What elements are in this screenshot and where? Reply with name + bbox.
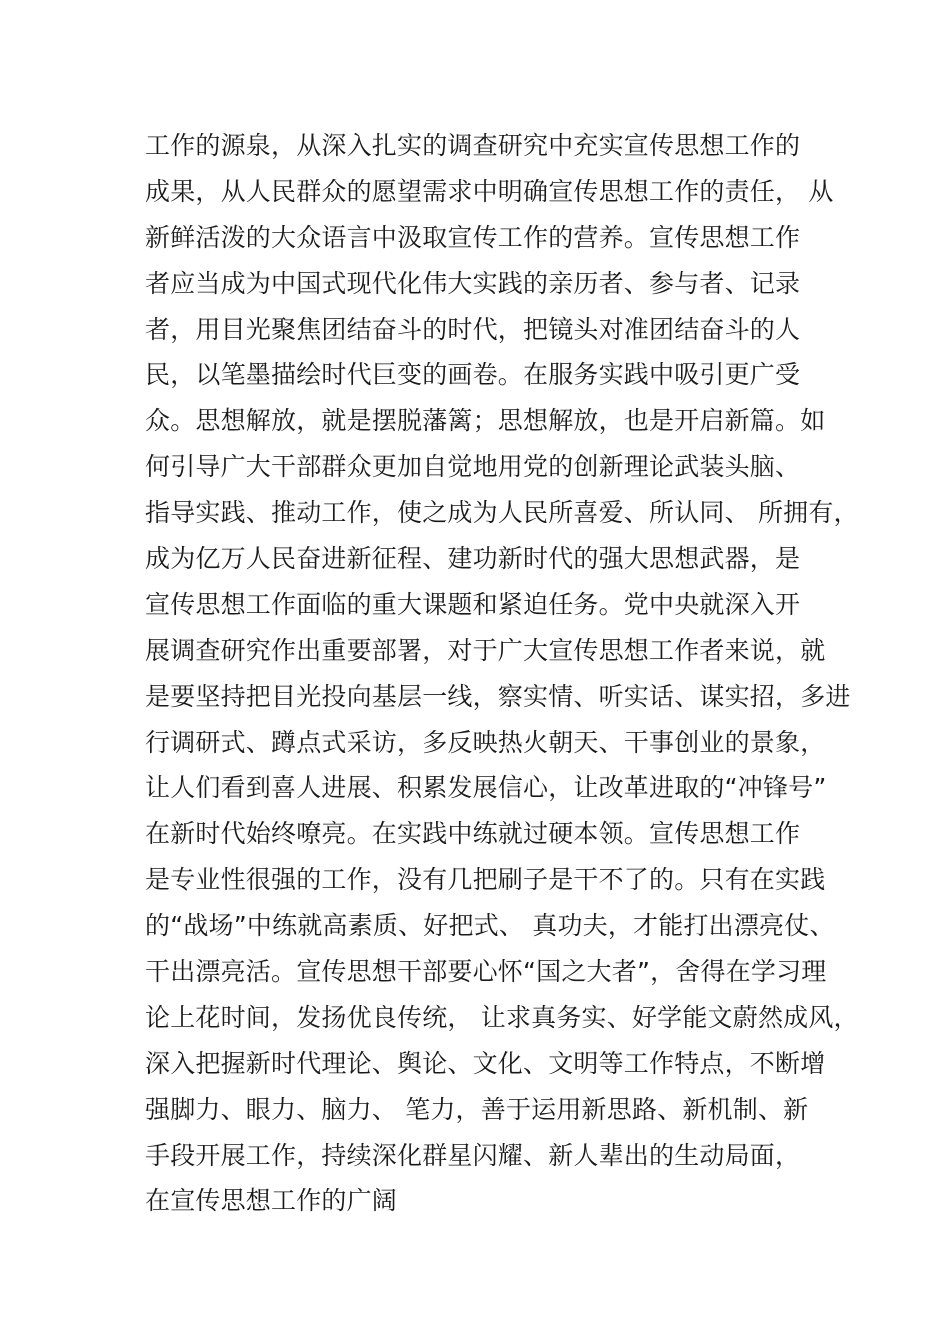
text-line: 宣传思想工作面临的重大课题和紧迫任务。党中央就深入开 <box>145 589 801 619</box>
text-line: 的“战场”中练就高素质、好把式、 真功夫，才能打出漂亮仗、 <box>145 911 835 941</box>
text-line: 深入把握新时代理论、舆论、文化、文明等工作特点，不断增 <box>145 1048 826 1078</box>
text-line: 民，以笔墨描绘时代巨变的画卷。在服务实践中吸引更广受 <box>145 360 801 390</box>
text-line: 指导实践、推动工作，使之成为人民所喜爱、所认同、 所拥有， <box>145 498 859 528</box>
body-text <box>145 123 859 1224</box>
text-line: 在新时代始终嘹亮。在实践中练就过硬本领。宣传思想工作 <box>145 819 801 849</box>
text-line: 新鲜活泼的大众语言中汲取宣传工作的营养。宣传思想工作 <box>145 222 801 252</box>
text-line: 展调查研究作出重要部署，对于广大宣传思想工作者来说，就 <box>145 635 826 665</box>
text-line: 在宣传思想工作的广阔 <box>145 1186 398 1216</box>
text-line: 是要坚持把目光投向基层一线，察实情、听实话、谋实招，多进 <box>145 681 851 711</box>
text-line: 众。思想解放，就是摆脱藩篱；思想解放，也是开启新篇。如 <box>145 406 826 436</box>
text-line: 论上花时间，发扬优良传统， 让求真务实、好学能文蔚然成风， <box>145 1002 859 1032</box>
text-line: 行调研式、蹲点式采访，多反映热火朝天、干事创业的景象， <box>145 727 826 757</box>
text-line: 手段开展工作，持续深化群星闪耀、新人辈出的生动局面， <box>145 1140 801 1170</box>
text-line: 者，用目光聚焦团结奋斗的时代，把镜头对准团结奋斗的人 <box>145 314 801 344</box>
text-line: 成果，从人民群众的愿望需求中明确宣传思想工作的责任， 从 <box>145 176 834 206</box>
text-line: 是专业性很强的工作，没有几把刷子是干不了的。只有在实践 <box>145 865 826 895</box>
text-line: 工作的源泉，从深入扎实的调查研究中充实宣传思想工作的 <box>145 131 801 160</box>
text-line: 干出漂亮活。宣传思想干部要心怀“国之大者”，舍得在学习理 <box>145 957 827 987</box>
text-line: 者应当成为中国式现代化伟大实践的亲历者、参与者、记录 <box>145 268 801 298</box>
text-line: 强脚力、眼力、脑力、 笔力，善于运用新思路、新机制、新 <box>145 1094 809 1124</box>
text-line: 成为亿万人民奋进新征程、建功新时代的强大思想武器，是 <box>145 544 801 574</box>
text-line: 让人们看到喜人进展、积累发展信心，让改革进取的“冲锋号” <box>145 773 827 803</box>
text-line: 何引导广大干部群众更加自觉地用党的创新理论武装头脑、 <box>145 452 801 482</box>
